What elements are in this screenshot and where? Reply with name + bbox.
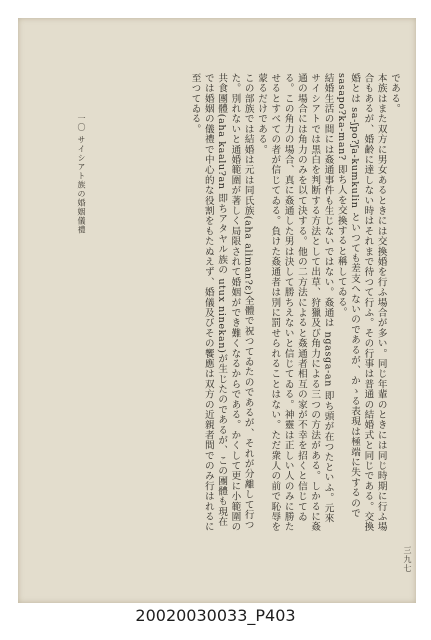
book-page [18,18,416,603]
paragraph-1: である。 [389,73,400,114]
body-text [76,73,401,533]
paragraph-4: この部族では結婚は元は同氏族(aha aliman?ɛ)全體で祝つてゐたのであるが、それが分離して行つた。別れないと通婚範圍が著しく局限されて婚姻ができ難くなるからである。かくして更に小範圍の共食團體(aha kaalu?an 即ちアタヤル族の utux ninekan)が生じたのであるが、この團體も現在では婚姻の儀禮で中心的な役割をもたぬえず、婚儀及びその饗應は双方の近親者間でのみ行はれるに至つてゐる。 [189,73,254,532]
page-number: 三九七 [403,546,412,573]
image-caption: 20020030033_P403 [135,606,296,625]
paragraph-2: 本族はまた双方に男女あるときには交換婚を行ふ場合が多い。同じ年輩のときには同じ時期に行ふ場合もあるが、婚齢に達しない時はそれまで待つて行ふ。その行事は普通の結婚式と同じである。交換婚とは sa-ʃpo?ʃa-kumkulin といつても差支へないのであるが、かゝる表現は極端に失するので sasapo?ka-man? 即ち人を交換すると稱してゐる。 [335,73,387,532]
running-header: 一〇 サイシアト族の婚姻儀禮 [77,114,86,235]
paragraph-3: 結婚生活の間には姦通事件も生じないではない。姦通は ngasga-an 即ち頭が在つたといふ。元來サイシアトでは黒白を判断する方法として出草、狩獵及び角力による三つの方法がある。しかるに姦通の場合には角力のみを以て決する。他の二方法によると姦通者相互の家が不幸を招くと信じてゐる。この角力の場合、真に姦通した男は決して勝ちえないと信じてゐる。神靈は正しい人のみに勝たせるとすべての者が信じてゐる。負けた姦通者は別に罰せられることはない。ただ衆人の前で恥辱を蒙るだけである。 [256,73,334,532]
